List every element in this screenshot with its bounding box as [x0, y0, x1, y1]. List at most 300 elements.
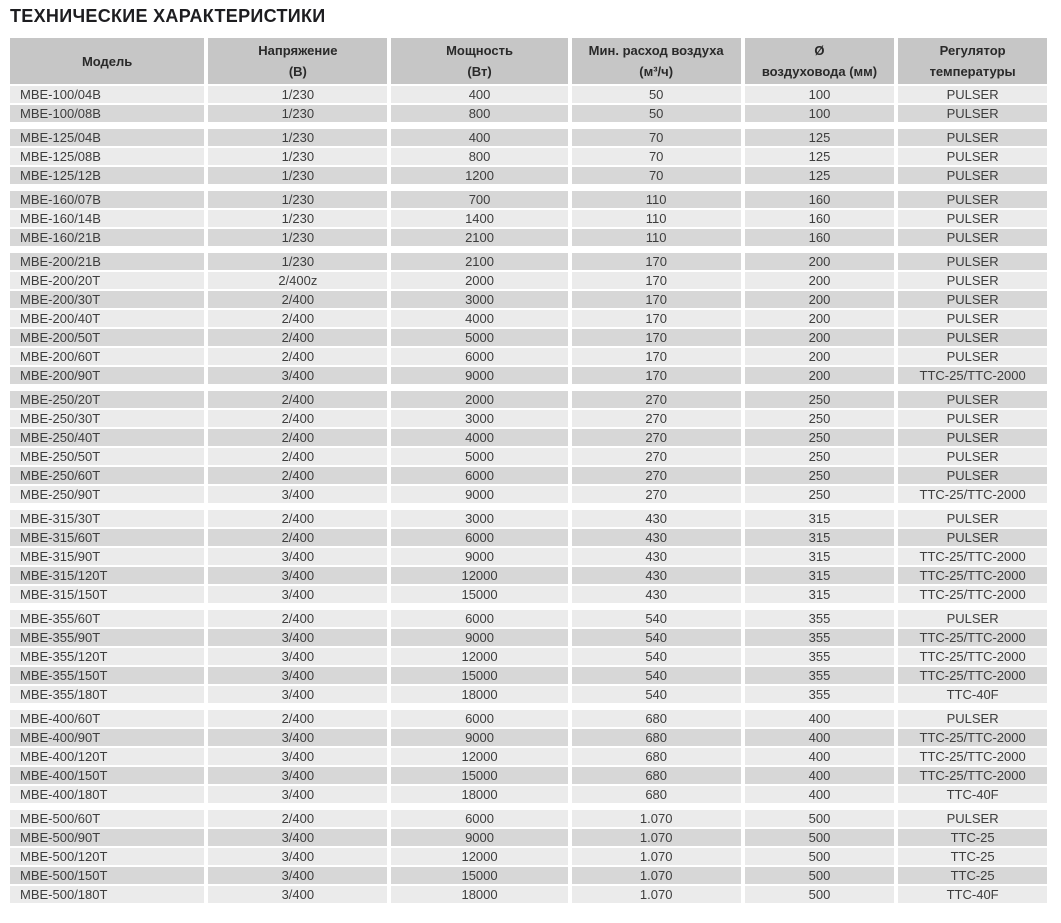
cell-duct: 200: [745, 348, 895, 365]
cell-duct: 200: [745, 310, 895, 327]
cell-duct: 400: [745, 710, 895, 727]
table-row: [10, 510, 1047, 527]
cell-power: 6000: [391, 348, 567, 365]
table-row: [10, 810, 1047, 827]
header-line: Мощность: [446, 43, 514, 58]
cell-model: MBE-200/60T: [10, 348, 204, 365]
cell-voltage: 2/400: [208, 410, 387, 427]
cell-voltage: 2/400: [208, 310, 387, 327]
cell-model: MBE-125/04B: [10, 129, 204, 146]
cell-airflow: 680: [572, 767, 741, 784]
cell-power: 9000: [391, 548, 567, 565]
cell-power: 15000: [391, 586, 567, 603]
cell-voltage: 3/400: [208, 867, 387, 884]
cell-model: MBE-200/20T: [10, 272, 204, 289]
cell-model: MBE-315/60T: [10, 529, 204, 546]
table-row: [10, 167, 1047, 184]
header-line: Регулятор: [939, 43, 1006, 58]
cell-model: MBE-500/60T: [10, 810, 204, 827]
header-line: воздуховода (мм): [761, 64, 878, 79]
cell-model: MBE-100/04B: [10, 86, 204, 103]
cell-power: 2100: [391, 253, 567, 270]
cell-airflow: 540: [572, 686, 741, 703]
cell-airflow: 270: [572, 467, 741, 484]
header-line: (м³/ч): [639, 64, 674, 79]
cell-duct: 500: [745, 829, 895, 846]
header-line: (В): [288, 64, 307, 79]
header-line: (Вт): [467, 64, 492, 79]
cell-power: 800: [391, 148, 567, 165]
cell-airflow: 170: [572, 310, 741, 327]
column-header-voltage: [208, 38, 387, 84]
cell-airflow: 270: [572, 448, 741, 465]
cell-duct: 400: [745, 748, 895, 765]
cell-airflow: 1.070: [572, 810, 741, 827]
group-gap-cell: [10, 186, 1047, 189]
cell-airflow: 1.070: [572, 848, 741, 865]
cell-airflow: 430: [572, 548, 741, 565]
cell-voltage: 3/400: [208, 586, 387, 603]
cell-regulator: PULSER: [898, 229, 1047, 246]
cell-model: MBE-500/120T: [10, 848, 204, 865]
cell-duct: 355: [745, 686, 895, 703]
cell-duct: 400: [745, 767, 895, 784]
cell-airflow: 70: [572, 129, 741, 146]
cell-voltage: 3/400: [208, 486, 387, 503]
cell-model: MBE-400/60T: [10, 710, 204, 727]
cell-voltage: 2/400: [208, 391, 387, 408]
cell-voltage: 3/400: [208, 548, 387, 565]
table-row: [10, 786, 1047, 803]
cell-duct: 315: [745, 586, 895, 603]
cell-airflow: 540: [572, 648, 741, 665]
group-gap: [10, 124, 1047, 127]
cell-regulator: PULSER: [898, 710, 1047, 727]
cell-power: 3000: [391, 291, 567, 308]
cell-duct: 200: [745, 291, 895, 308]
cell-model: MBE-250/20T: [10, 391, 204, 408]
cell-model: MBE-500/150T: [10, 867, 204, 884]
cell-voltage: 1/230: [208, 129, 387, 146]
cell-model: MBE-200/30T: [10, 291, 204, 308]
cell-duct: 500: [745, 810, 895, 827]
cell-regulator: PULSER: [898, 448, 1047, 465]
cell-power: 12000: [391, 648, 567, 665]
cell-voltage: 2/400z: [208, 272, 387, 289]
cell-voltage: 1/230: [208, 191, 387, 208]
cell-regulator: PULSER: [898, 810, 1047, 827]
group-gap-cell: [10, 705, 1047, 708]
cell-power: 3000: [391, 510, 567, 527]
cell-model: MBE-500/90T: [10, 829, 204, 846]
table-row: [10, 391, 1047, 408]
cell-power: 15000: [391, 667, 567, 684]
cell-power: 18000: [391, 686, 567, 703]
cell-regulator: PULSER: [898, 610, 1047, 627]
table-row: [10, 105, 1047, 122]
cell-airflow: 680: [572, 748, 741, 765]
cell-duct: 315: [745, 510, 895, 527]
cell-regulator: TTC-25/TTC-2000: [898, 748, 1047, 765]
cell-duct: 315: [745, 567, 895, 584]
cell-duct: 100: [745, 86, 895, 103]
cell-model: MBE-160/21B: [10, 229, 204, 246]
cell-power: 12000: [391, 567, 567, 584]
cell-duct: 500: [745, 886, 895, 903]
table-row: [10, 229, 1047, 246]
group-gap: [10, 605, 1047, 608]
cell-duct: 500: [745, 848, 895, 865]
cell-voltage: 3/400: [208, 729, 387, 746]
cell-power: 18000: [391, 886, 567, 903]
cell-duct: 355: [745, 667, 895, 684]
cell-voltage: 1/230: [208, 210, 387, 227]
cell-duct: 200: [745, 367, 895, 384]
table-row: [10, 667, 1047, 684]
cell-voltage: 2/400: [208, 510, 387, 527]
cell-airflow: 70: [572, 148, 741, 165]
cell-duct: 355: [745, 610, 895, 627]
cell-voltage: 2/400: [208, 610, 387, 627]
cell-model: MBE-125/08B: [10, 148, 204, 165]
table-row: [10, 710, 1047, 727]
cell-duct: 125: [745, 167, 895, 184]
cell-voltage: 3/400: [208, 367, 387, 384]
group-gap: [10, 505, 1047, 508]
table-row: [10, 253, 1047, 270]
cell-airflow: 680: [572, 786, 741, 803]
cell-regulator: PULSER: [898, 329, 1047, 346]
cell-model: MBE-400/150T: [10, 767, 204, 784]
cell-voltage: 3/400: [208, 886, 387, 903]
cell-duct: 125: [745, 129, 895, 146]
table-row: [10, 629, 1047, 646]
cell-voltage: 1/230: [208, 253, 387, 270]
cell-voltage: 2/400: [208, 348, 387, 365]
cell-model: MBE-125/12B: [10, 167, 204, 184]
cell-model: MBE-315/30T: [10, 510, 204, 527]
cell-duct: 200: [745, 253, 895, 270]
cell-airflow: 1.070: [572, 867, 741, 884]
cell-voltage: 2/400: [208, 467, 387, 484]
cell-power: 9000: [391, 629, 567, 646]
cell-power: 6000: [391, 610, 567, 627]
cell-model: MBE-250/90T: [10, 486, 204, 503]
cell-airflow: 680: [572, 729, 741, 746]
table-row: [10, 486, 1047, 503]
cell-regulator: PULSER: [898, 429, 1047, 446]
cell-regulator: PULSER: [898, 391, 1047, 408]
cell-airflow: 1.070: [572, 886, 741, 903]
cell-model: MBE-250/50T: [10, 448, 204, 465]
group-gap: [10, 805, 1047, 808]
table-row: [10, 529, 1047, 546]
cell-model: MBE-400/180T: [10, 786, 204, 803]
cell-power: 700: [391, 191, 567, 208]
cell-duct: 250: [745, 429, 895, 446]
header-line: Мин. расход воздуха: [588, 43, 724, 58]
cell-power: 5000: [391, 329, 567, 346]
cell-voltage: 1/230: [208, 105, 387, 122]
cell-power: 6000: [391, 710, 567, 727]
cell-airflow: 680: [572, 710, 741, 727]
cell-airflow: 270: [572, 410, 741, 427]
header-line: Ø: [814, 43, 825, 58]
cell-airflow: 170: [572, 367, 741, 384]
table-row: [10, 748, 1047, 765]
cell-regulator: PULSER: [898, 310, 1047, 327]
cell-regulator: PULSER: [898, 510, 1047, 527]
cell-model: MBE-250/30T: [10, 410, 204, 427]
cell-model: MBE-315/150T: [10, 586, 204, 603]
cell-voltage: 2/400: [208, 529, 387, 546]
cell-regulator: TTC-25/TTC-2000: [898, 486, 1047, 503]
cell-regulator: TTC-25/TTC-2000: [898, 586, 1047, 603]
cell-power: 15000: [391, 867, 567, 884]
column-header-model: [10, 38, 204, 84]
table-row: [10, 586, 1047, 603]
cell-regulator: PULSER: [898, 129, 1047, 146]
table-row: [10, 291, 1047, 308]
cell-model: MBE-200/40T: [10, 310, 204, 327]
cell-power: 12000: [391, 748, 567, 765]
cell-duct: 200: [745, 329, 895, 346]
table-row: [10, 848, 1047, 865]
cell-regulator: TTC-25: [898, 848, 1047, 865]
group-gap-cell: [10, 386, 1047, 389]
cell-airflow: 50: [572, 86, 741, 103]
table-row: [10, 367, 1047, 384]
cell-duct: 250: [745, 486, 895, 503]
cell-power: 9000: [391, 729, 567, 746]
cell-regulator: PULSER: [898, 148, 1047, 165]
group-gap-cell: [10, 605, 1047, 608]
cell-duct: 125: [745, 148, 895, 165]
cell-duct: 400: [745, 729, 895, 746]
cell-regulator: TTC-25/TTC-2000: [898, 667, 1047, 684]
cell-airflow: 170: [572, 272, 741, 289]
group-gap-cell: [10, 805, 1047, 808]
cell-regulator: TTC-25/TTC-2000: [898, 629, 1047, 646]
cell-power: 2000: [391, 391, 567, 408]
cell-power: 4000: [391, 429, 567, 446]
cell-model: MBE-100/08B: [10, 105, 204, 122]
group-gap: [10, 248, 1047, 251]
header-line: температуры: [929, 64, 1016, 79]
cell-airflow: 270: [572, 391, 741, 408]
cell-regulator: PULSER: [898, 86, 1047, 103]
cell-regulator: TTC-25/TTC-2000: [898, 648, 1047, 665]
cell-power: 9000: [391, 367, 567, 384]
cell-power: 6000: [391, 810, 567, 827]
group-gap: [10, 386, 1047, 389]
cell-voltage: 1/230: [208, 229, 387, 246]
cell-airflow: 540: [572, 629, 741, 646]
cell-regulator: PULSER: [898, 167, 1047, 184]
cell-airflow: 170: [572, 329, 741, 346]
cell-airflow: 430: [572, 510, 741, 527]
cell-airflow: 270: [572, 486, 741, 503]
header-line: Модель: [81, 53, 133, 69]
cell-power: 18000: [391, 786, 567, 803]
group-gap-cell: [10, 124, 1047, 127]
cell-regulator: TTC-40F: [898, 886, 1047, 903]
cell-regulator: PULSER: [898, 348, 1047, 365]
cell-duct: 500: [745, 867, 895, 884]
cell-airflow: 430: [572, 567, 741, 584]
cell-airflow: 430: [572, 586, 741, 603]
cell-voltage: 3/400: [208, 786, 387, 803]
table-row: [10, 410, 1047, 427]
cell-duct: 250: [745, 467, 895, 484]
cell-voltage: 3/400: [208, 748, 387, 765]
cell-regulator: TTC-25/TTC-2000: [898, 767, 1047, 784]
cell-power: 800: [391, 105, 567, 122]
cell-airflow: 170: [572, 253, 741, 270]
cell-duct: 355: [745, 629, 895, 646]
column-header-airflow: [572, 38, 741, 84]
cell-power: 9000: [391, 486, 567, 503]
header-line: Напряжение: [258, 43, 338, 58]
table-row: [10, 686, 1047, 703]
cell-voltage: 2/400: [208, 710, 387, 727]
cell-power: 2100: [391, 229, 567, 246]
cell-model: MBE-315/120T: [10, 567, 204, 584]
cell-regulator: PULSER: [898, 291, 1047, 308]
cell-regulator: TTC-40F: [898, 786, 1047, 803]
cell-model: MBE-500/180T: [10, 886, 204, 903]
column-header-regulator: [898, 38, 1047, 84]
cell-model: MBE-355/150T: [10, 667, 204, 684]
cell-voltage: 2/400: [208, 291, 387, 308]
table-row: [10, 867, 1047, 884]
table-row: [10, 329, 1047, 346]
cell-model: MBE-315/90T: [10, 548, 204, 565]
table-row: [10, 191, 1047, 208]
table-row: [10, 767, 1047, 784]
cell-voltage: 2/400: [208, 429, 387, 446]
header-row: [10, 38, 1047, 84]
cell-power: 3000: [391, 410, 567, 427]
cell-model: MBE-200/90T: [10, 367, 204, 384]
group-gap-cell: [10, 505, 1047, 508]
cell-voltage: 3/400: [208, 767, 387, 784]
cell-model: MBE-250/40T: [10, 429, 204, 446]
cell-duct: 250: [745, 448, 895, 465]
cell-voltage: 1/230: [208, 167, 387, 184]
table-row: [10, 348, 1047, 365]
cell-regulator: TTC-25: [898, 867, 1047, 884]
cell-airflow: 170: [572, 348, 741, 365]
table-row: [10, 129, 1047, 146]
cell-duct: 160: [745, 210, 895, 227]
table-row: [10, 448, 1047, 465]
cell-duct: 100: [745, 105, 895, 122]
cell-airflow: 50: [572, 105, 741, 122]
cell-model: MBE-200/50T: [10, 329, 204, 346]
cell-duct: 160: [745, 229, 895, 246]
cell-regulator: PULSER: [898, 272, 1047, 289]
spec-table: [6, 36, 1051, 905]
cell-airflow: 110: [572, 191, 741, 208]
cell-duct: 355: [745, 648, 895, 665]
cell-airflow: 110: [572, 210, 741, 227]
cell-airflow: 1.070: [572, 829, 741, 846]
table-row: [10, 86, 1047, 103]
group-gap: [10, 186, 1047, 189]
cell-power: 2000: [391, 272, 567, 289]
group-gap: [10, 705, 1047, 708]
cell-regulator: TTC-25/TTC-2000: [898, 367, 1047, 384]
table-row: [10, 567, 1047, 584]
cell-regulator: PULSER: [898, 253, 1047, 270]
cell-power: 12000: [391, 848, 567, 865]
cell-power: 1400: [391, 210, 567, 227]
cell-duct: 250: [745, 391, 895, 408]
cell-voltage: 3/400: [208, 848, 387, 865]
table-row: [10, 210, 1047, 227]
cell-duct: 250: [745, 410, 895, 427]
table-body: [10, 86, 1047, 903]
cell-voltage: 3/400: [208, 829, 387, 846]
cell-power: 15000: [391, 767, 567, 784]
cell-duct: 400: [745, 786, 895, 803]
cell-regulator: PULSER: [898, 210, 1047, 227]
cell-regulator: PULSER: [898, 529, 1047, 546]
cell-model: MBE-400/120T: [10, 748, 204, 765]
cell-airflow: 540: [572, 667, 741, 684]
cell-voltage: 3/400: [208, 667, 387, 684]
cell-airflow: 270: [572, 429, 741, 446]
cell-model: MBE-355/90T: [10, 629, 204, 646]
cell-model: MBE-355/120T: [10, 648, 204, 665]
cell-model: MBE-160/07B: [10, 191, 204, 208]
cell-model: MBE-200/21B: [10, 253, 204, 270]
cell-regulator: PULSER: [898, 410, 1047, 427]
cell-voltage: 2/400: [208, 329, 387, 346]
cell-voltage: 1/230: [208, 148, 387, 165]
cell-voltage: 3/400: [208, 629, 387, 646]
cell-voltage: 3/400: [208, 686, 387, 703]
cell-regulator: PULSER: [898, 191, 1047, 208]
cell-airflow: 110: [572, 229, 741, 246]
cell-power: 1200: [391, 167, 567, 184]
cell-regulator: TTC-40F: [898, 686, 1047, 703]
cell-model: MBE-160/14B: [10, 210, 204, 227]
cell-voltage: 1/230: [208, 86, 387, 103]
cell-duct: 315: [745, 529, 895, 546]
table-row: [10, 610, 1047, 627]
cell-airflow: 430: [572, 529, 741, 546]
cell-voltage: 2/400: [208, 810, 387, 827]
cell-power: 6000: [391, 467, 567, 484]
cell-power: 9000: [391, 829, 567, 846]
cell-airflow: 170: [572, 291, 741, 308]
cell-model: MBE-355/180T: [10, 686, 204, 703]
cell-regulator: PULSER: [898, 467, 1047, 484]
cell-power: 400: [391, 86, 567, 103]
table-row: [10, 548, 1047, 565]
cell-model: MBE-250/60T: [10, 467, 204, 484]
cell-airflow: 70: [572, 167, 741, 184]
cell-regulator: TTC-25/TTC-2000: [898, 567, 1047, 584]
cell-model: MBE-355/60T: [10, 610, 204, 627]
cell-voltage: 3/400: [208, 648, 387, 665]
page-title: ТЕХНИЧЕСКИЕ ХАРАКТЕРИСТИКИ: [10, 6, 326, 26]
cell-power: 400: [391, 129, 567, 146]
cell-power: 6000: [391, 529, 567, 546]
column-header-duct: [745, 38, 895, 84]
